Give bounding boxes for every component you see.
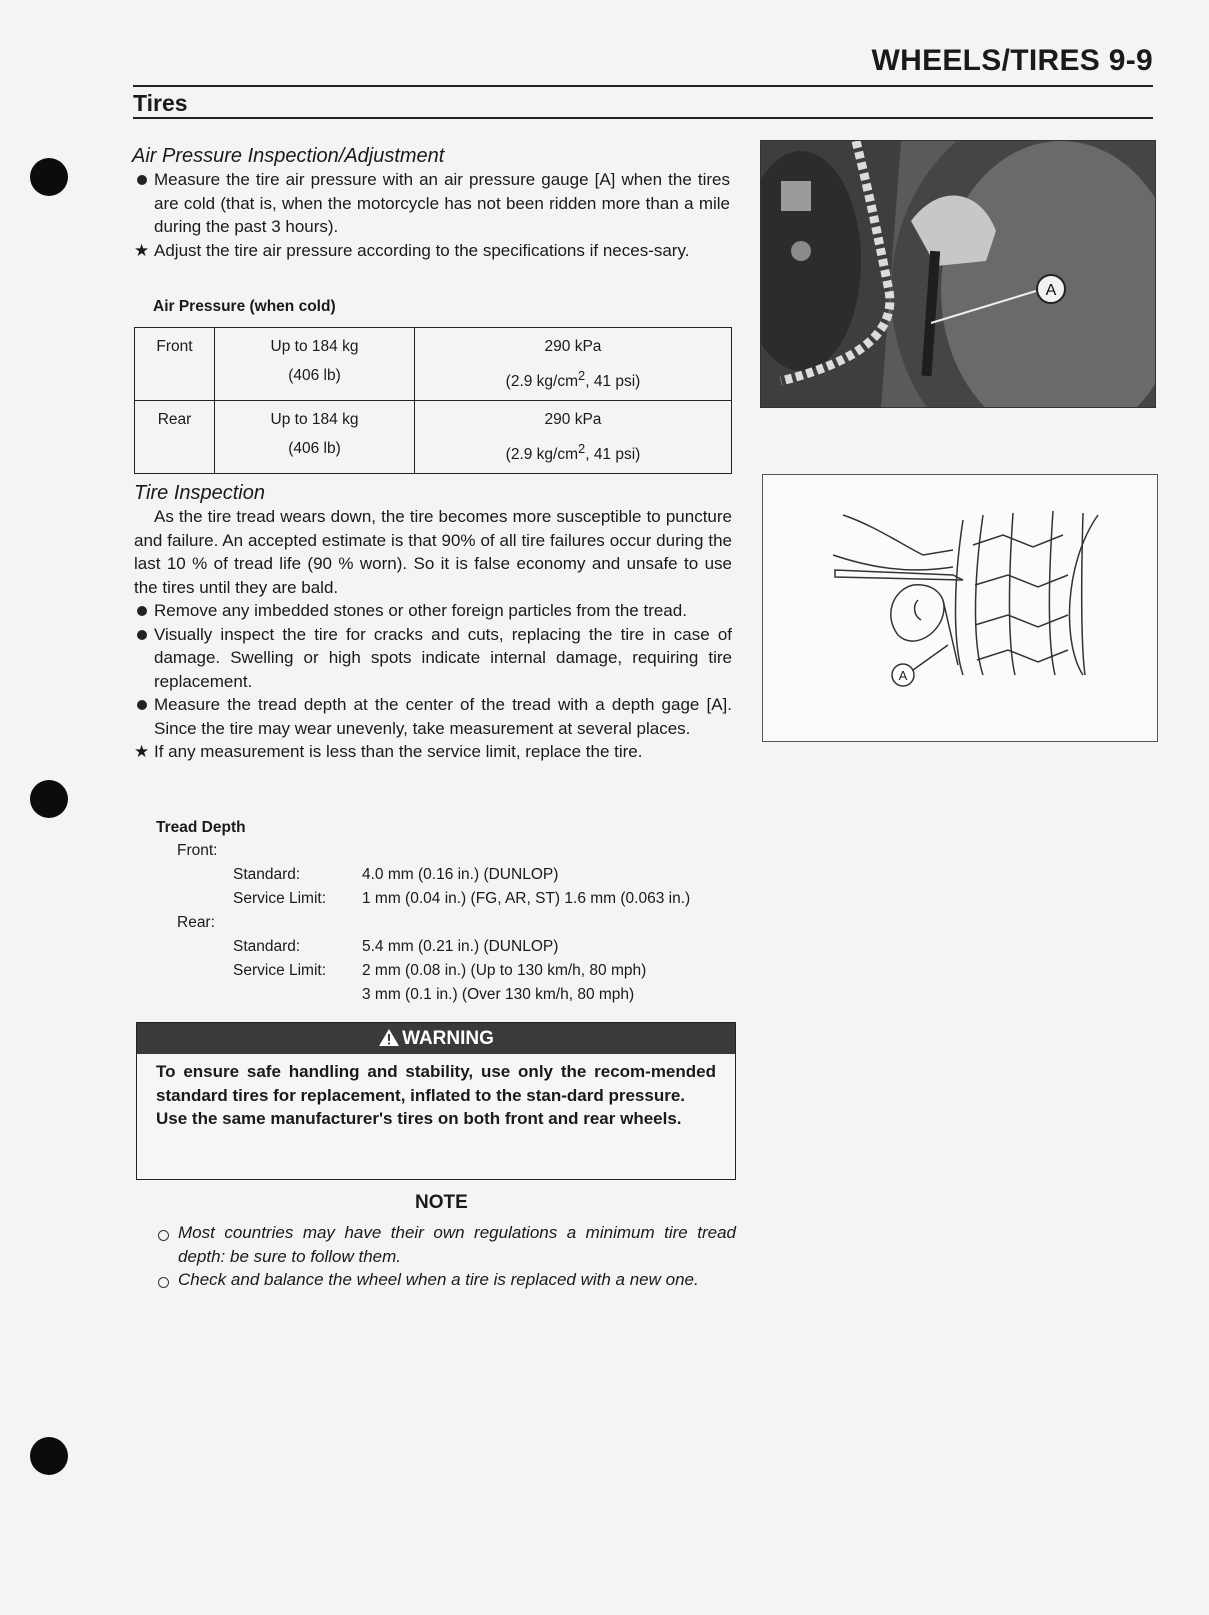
tread-depth-drawing [762, 474, 1158, 742]
circle-bullet-icon [158, 1230, 169, 1241]
pressure-conversion [421, 434, 725, 469]
tread-depth-label: Tread Depth [156, 819, 246, 836]
pressure-value: 290 kPa [544, 338, 602, 355]
table-cell [415, 401, 732, 474]
air-pressure-table-label: Air Pressure (when cold) [153, 298, 336, 315]
bullet-text: Visually inspect the tire for cracks and cuts, replacing the tire in case of damage. Swelling or high spots indicate internal damage, requiring tire replacement. [154, 624, 732, 691]
tire-inspection-heading: Tire Inspection [134, 482, 265, 504]
note-text: Check and balance the wheel when a tire is replaced with a new one. [178, 1270, 699, 1289]
tire-inspection-intro: As the tire tread wears down, the tire becomes more susceptible to puncture and failure. An accepted estimate is that 90% of all tire failures occur during the last 10 % of tread life (90 % worn). So it is false economy and unsafe to use the tires until they are bald. [134, 507, 732, 597]
pressure-conversion-sup: 2 [578, 368, 586, 383]
load-value: Up to 184 kg [270, 411, 359, 429]
header-rule [133, 85, 1153, 87]
note-item [158, 1268, 736, 1292]
warning-line-2: Use the same manufacturer's tires on both front and rear wheels. [156, 1109, 682, 1128]
warning-line-1: To ensure safe handling and stability, use only the recom-mended standard tires for replacement, inflated to the stan-dard pressure. [156, 1062, 716, 1105]
tread-rear-standard-label: Standard: [233, 938, 301, 955]
note-item [158, 1221, 736, 1268]
table-cell [215, 328, 415, 401]
table-cell [415, 328, 732, 401]
table-cell: Rear [135, 401, 215, 474]
bullet-icon [137, 175, 147, 185]
load-value-lb: (406 lb) [288, 440, 341, 458]
section-rule [133, 117, 1153, 119]
air-pressure-heading: Air Pressure Inspection/Adjustment [132, 145, 445, 167]
warning-title: WARNING [402, 1028, 494, 1049]
tread-front-label: Front: [177, 842, 218, 859]
star-icon: ★ [134, 742, 150, 761]
star-item [134, 239, 730, 263]
pressure-value: 290 kPa [544, 411, 602, 429]
star-text: Adjust the tire air pressure according to the specifications if neces-sary. [154, 240, 690, 260]
star-text: If any measurement is less than the service limit, replace the tire. [154, 742, 643, 761]
pressure-conversion [421, 361, 725, 396]
tread-rear-limit-value-1: 2 mm (0.08 in.) (Up to 130 km/h, 80 mph) [362, 962, 647, 979]
bullet-text: Measure the tire air pressure with an air pressure gauge [A] when the tires are cold (that is, when the motorcycle has not been ridden more than a mile during the past 3 hours). [154, 170, 730, 236]
pressure-conversion-b: , 41 psi) [585, 446, 641, 464]
note-text: Most countries may have their own regulations a minimum tire tread depth: be sure to follow them. [178, 1223, 736, 1266]
warning-bar [137, 1023, 735, 1054]
pressure-conversion-a: (2.9 kg/cm [505, 373, 579, 391]
note-title: NOTE [415, 1192, 468, 1213]
star-icon: ★ [134, 240, 150, 260]
tread-front-limit-label: Service Limit: [233, 890, 327, 907]
tread-rear-label: Rear: [177, 914, 215, 931]
pressure-conversion-b: , 41 psi) [585, 373, 641, 391]
bullet-item [134, 693, 732, 740]
tread-front-limit-value: 1 mm (0.04 in.) (FG, AR, ST) 1.6 mm (0.063 in.) [362, 890, 691, 907]
pressure-conversion-sup: 2 [578, 441, 586, 457]
bullet-item [134, 623, 732, 694]
tread-rear-standard-value: 5.4 mm (0.21 in.) (DUNLOP) [362, 938, 559, 955]
bullet-text: Measure the tread depth at the center of the tread with a depth gage [A]. Since the tire may wear unevenly, take measurement at several places. [154, 695, 732, 738]
tread-front-standard-value: 4.0 mm (0.16 in.) (DUNLOP) [362, 866, 559, 883]
warning-box [136, 1022, 736, 1180]
note-list [158, 1221, 736, 1292]
binder-hole-top [30, 158, 68, 196]
air-pressure-table [134, 327, 732, 474]
bullet-text: Remove any imbedded stones or other foreign particles from the tread. [154, 601, 687, 620]
section-title: Tires [133, 90, 188, 116]
table-row [135, 328, 732, 401]
tread-rear-limit-value-2: 3 mm (0.1 in.) (Over 130 km/h, 80 mph) [362, 986, 635, 1003]
tire-inspection-body [134, 505, 732, 764]
tread-front-standard-label: Standard: [233, 866, 301, 883]
page-header: WHEELS/TIRES 9-9 [871, 44, 1153, 77]
table-row [135, 401, 732, 474]
photo-callout-a: A [1045, 282, 1057, 299]
binder-hole-bottom [30, 1437, 68, 1475]
tread-rear-limit-label: Service Limit: [233, 962, 327, 979]
pressure-conversion-a: (2.9 kg/cm [505, 446, 579, 464]
warning-text [137, 1054, 735, 1131]
star-item [134, 740, 732, 764]
warning-triangle-icon [378, 1028, 400, 1047]
load-value-lb: (406 lb) [288, 367, 341, 384]
table-cell [215, 401, 415, 474]
bullet-item [134, 168, 730, 239]
binder-hole-middle [30, 780, 68, 818]
bullet-icon [137, 630, 147, 640]
air-gauge-photo-image [761, 141, 1155, 407]
bullet-icon [137, 700, 147, 710]
load-value: Up to 184 kg [270, 338, 359, 355]
drawing-callout-a: A [898, 668, 908, 683]
table-cell: Front [135, 328, 215, 401]
circle-bullet-icon [158, 1277, 169, 1288]
bullet-item [134, 599, 732, 623]
bullet-icon [137, 606, 147, 616]
air-gauge-photo [760, 140, 1156, 408]
air-pressure-steps [134, 168, 730, 262]
tread-depth-drawing-image [763, 475, 1157, 741]
